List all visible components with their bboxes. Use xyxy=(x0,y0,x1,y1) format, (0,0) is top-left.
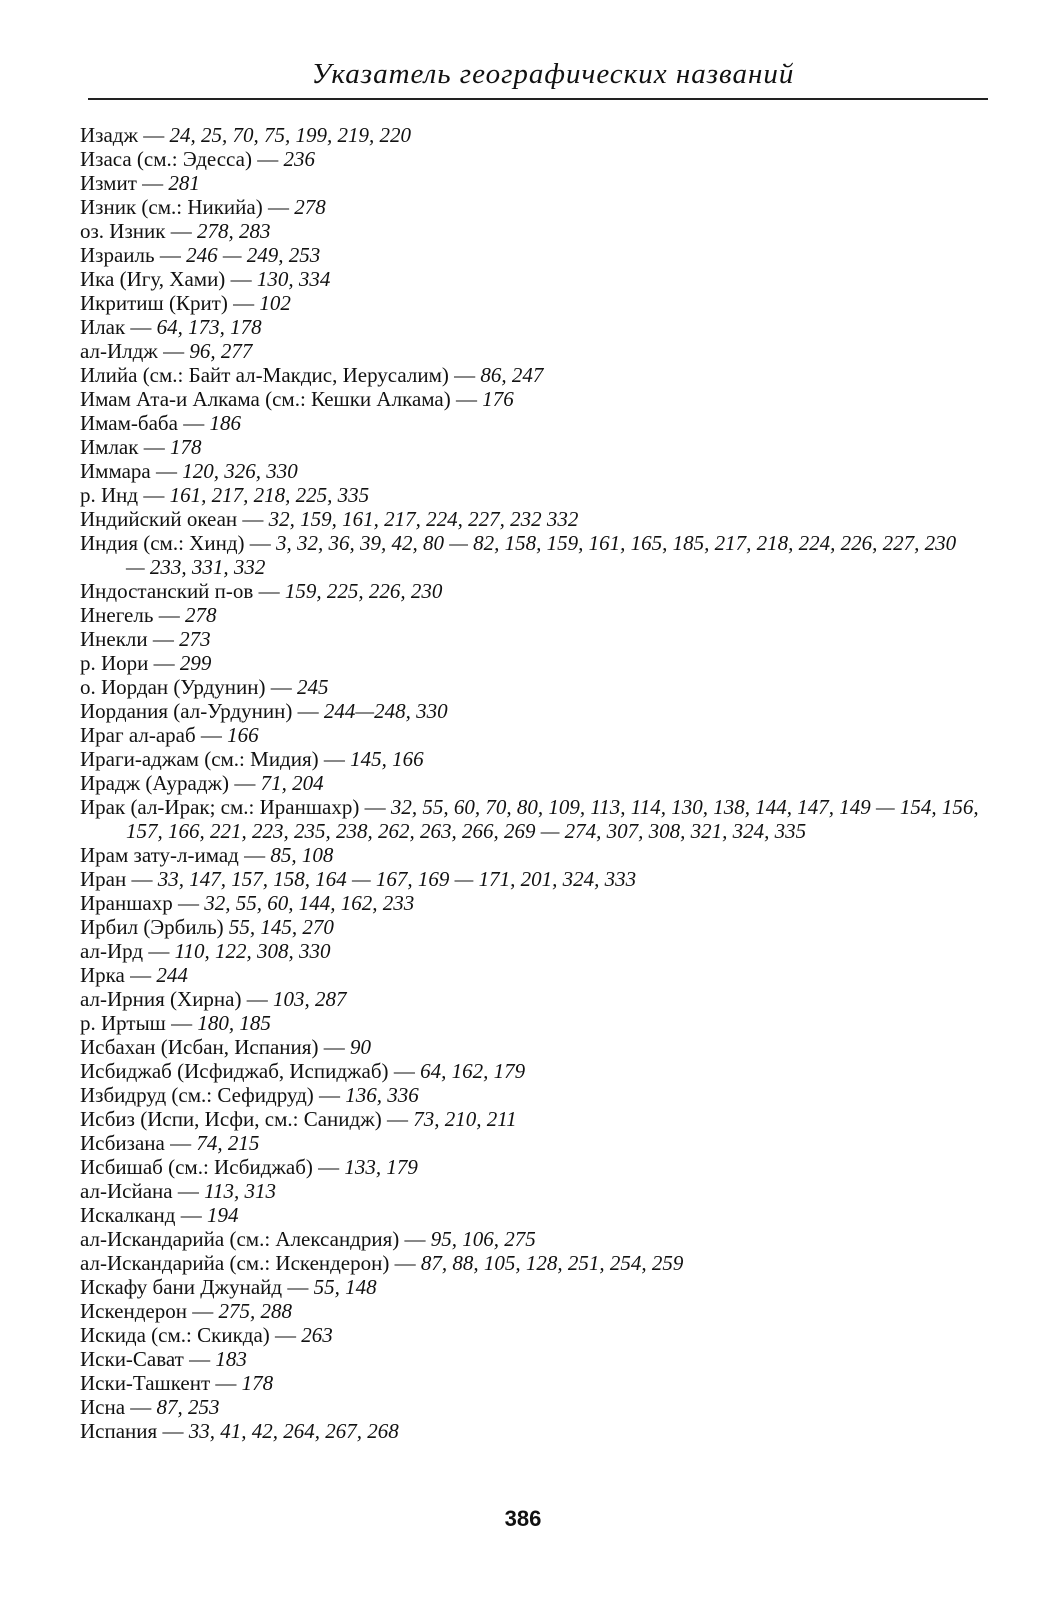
index-entry xyxy=(80,1299,980,1323)
entry-page-refs: 178 xyxy=(169,435,202,459)
entry-separator: — xyxy=(195,723,228,747)
entry-place-name: Ирбил (Эрбиль) xyxy=(80,915,224,939)
entry-page-refs: 186 xyxy=(209,411,241,435)
entry-page-refs: 244—248, 330 xyxy=(323,699,448,723)
index-entry xyxy=(80,1131,980,1155)
entry-page-refs: 180, 185 xyxy=(197,1011,271,1035)
index-entry xyxy=(80,1347,980,1371)
entry-separator: — xyxy=(136,171,169,195)
index-entry xyxy=(80,1035,980,1059)
entry-place-name: Ираги-аджам (см.: Мидия) xyxy=(80,747,319,771)
entry-place-name: Искалканд xyxy=(80,1203,176,1227)
entry-place-name: ал-Илдж xyxy=(80,339,158,363)
entry-page-refs: 166 xyxy=(227,723,259,747)
index-entry xyxy=(80,939,980,963)
entry-place-name: Испания xyxy=(80,1419,158,1443)
index-entry xyxy=(80,507,980,531)
entry-place-name: Ирак (ал-Ирак; см.: Ираншахр) xyxy=(80,795,360,819)
entry-separator: — xyxy=(186,1299,219,1323)
entry-separator: — xyxy=(229,771,261,795)
entry-separator: — xyxy=(313,1083,346,1107)
entry-separator: — xyxy=(126,867,158,891)
entry-place-name: ал-Ирния (Хирна) xyxy=(80,987,242,1011)
entry-place-name: Илак xyxy=(80,315,126,339)
entry-place-name: Икритиш (Крит) xyxy=(80,291,228,315)
entry-place-name: Иски-Ташкент xyxy=(80,1371,211,1395)
entry-place-name: Имам Ата-и Алкама (см.: Кешки Алкама) xyxy=(80,387,451,411)
entry-separator: — xyxy=(227,291,260,315)
entry-page-refs: 87, 88, 105, 128, 251, 254, 259 xyxy=(420,1251,684,1275)
index-entry xyxy=(80,963,980,987)
entry-separator: — xyxy=(225,267,257,291)
index-entry xyxy=(80,219,980,243)
entry-page-refs: 55, 145, 270 xyxy=(228,915,334,939)
entry-separator: — xyxy=(165,219,197,243)
index-entry xyxy=(80,699,980,723)
entry-place-name: Изаса (см.: Эдесса) xyxy=(80,147,252,171)
entry-page-refs: 33, 41, 42, 264, 267, 268 xyxy=(188,1419,399,1443)
entry-page-refs: 102 xyxy=(259,291,291,315)
index-entry xyxy=(80,1419,980,1443)
index-entry xyxy=(80,1107,980,1131)
index-entry xyxy=(80,627,980,651)
entry-separator: — xyxy=(153,603,185,627)
entry-separator: — xyxy=(448,363,481,387)
index-entry xyxy=(80,315,980,339)
entry-place-name: р. Иори xyxy=(80,651,149,675)
entry-place-name: Иммара xyxy=(80,459,151,483)
entry-separator: — xyxy=(138,483,170,507)
entry-separator: — xyxy=(124,963,157,987)
entry-place-name: Ирка xyxy=(80,963,125,987)
entry-page-refs: 64, 162, 179 xyxy=(420,1059,526,1083)
index-entry xyxy=(80,1323,980,1347)
entry-separator: — xyxy=(253,579,285,603)
entry-page-refs: 33, 147, 157, 158, 164 — 167, 169 — 171, 201, 324, 333 xyxy=(157,867,637,891)
index-entry xyxy=(80,1395,980,1419)
entry-page-refs: 246 — 249, 253 xyxy=(186,243,321,267)
index-entry xyxy=(80,1227,980,1251)
entry-page-refs: 244 xyxy=(156,963,188,987)
entry-place-name: Исбизана xyxy=(80,1131,165,1155)
entry-separator: — xyxy=(292,699,324,723)
entry-place-name: Искендерон xyxy=(80,1299,187,1323)
index-entry xyxy=(80,1275,980,1299)
entry-place-name: Инегель xyxy=(80,603,154,627)
entry-separator: — xyxy=(262,195,295,219)
header-rule xyxy=(88,98,988,100)
entry-separator: — xyxy=(269,1323,302,1347)
entry-page-refs: 194 xyxy=(206,1203,239,1227)
entry-separator: — xyxy=(450,387,483,411)
index-entry xyxy=(80,1155,980,1179)
index-entry xyxy=(80,1083,980,1107)
entry-place-name: Индостанский п-ов xyxy=(80,579,254,603)
entry-separator: — xyxy=(312,1155,345,1179)
entry-place-name: Ика (Игу, Хами) xyxy=(80,267,226,291)
entry-separator: — xyxy=(172,1179,205,1203)
entry-place-name: Избидруд (см.: Сефидруд) xyxy=(80,1083,314,1107)
entry-page-refs: 110, 122, 308, 330 xyxy=(174,939,331,963)
index-entry xyxy=(80,843,980,867)
entry-separator: — xyxy=(172,891,205,915)
entry-page-refs: 73, 210, 211 xyxy=(413,1107,517,1131)
entry-place-name: Имам-баба xyxy=(80,411,178,435)
index-entry xyxy=(80,1251,980,1275)
index-entry xyxy=(80,1059,980,1083)
entry-page-refs: 24, 25, 70, 75, 199, 219, 220 xyxy=(169,123,411,147)
entry-separator: — xyxy=(137,123,170,147)
entry-page-refs: 74, 215 xyxy=(196,1131,260,1155)
entry-separator: — xyxy=(143,939,175,963)
entry-page-refs: 87, 253 xyxy=(156,1395,220,1419)
entry-separator: — xyxy=(388,1059,421,1083)
entry-separator: — xyxy=(238,843,271,867)
entry-page-refs: 133, 179 xyxy=(344,1155,418,1179)
entry-page-refs: 145, 166 xyxy=(350,747,424,771)
entry-separator: — xyxy=(183,1347,216,1371)
index-entry xyxy=(80,795,980,843)
entry-separator: — xyxy=(282,1275,314,1299)
entry-place-name: Ираг ал-араб xyxy=(80,723,196,747)
index-entries-list xyxy=(80,123,980,1443)
entry-place-name: Измит xyxy=(80,171,137,195)
index-entry xyxy=(80,1371,980,1395)
entry-page-refs: 183 xyxy=(215,1347,247,1371)
entry-place-name: Индийский океан xyxy=(80,507,238,531)
index-entry xyxy=(80,363,980,387)
entry-separator: — xyxy=(381,1107,414,1131)
entry-place-name: Иски-Сават xyxy=(80,1347,184,1371)
entry-page-refs: 32, 159, 161, 217, 224, 227, 232 332 xyxy=(268,507,579,531)
entry-separator: — xyxy=(359,795,391,819)
entry-place-name: оз. Изник xyxy=(80,219,166,243)
entry-separator: — xyxy=(399,1227,431,1251)
entry-separator: — xyxy=(150,459,183,483)
entry-page-refs: 95, 106, 275 xyxy=(430,1227,536,1251)
entry-page-refs: 278 xyxy=(184,603,217,627)
entry-page-refs: 278, 283 xyxy=(196,219,271,243)
entry-separator: — xyxy=(251,147,284,171)
index-entry xyxy=(80,987,980,1011)
entry-separator: — xyxy=(210,1371,242,1395)
entry-separator: — xyxy=(318,747,351,771)
entry-place-name: Исбишаб (см.: Исбиджаб) xyxy=(80,1155,313,1179)
entry-page-refs: 86, 247 xyxy=(480,363,544,387)
entry-page-refs: 136, 336 xyxy=(345,1083,419,1107)
entry-page-refs: 281 xyxy=(168,171,200,195)
entry-separator: — xyxy=(244,531,276,555)
index-entry xyxy=(80,771,980,795)
index-entry xyxy=(80,723,980,747)
entry-place-name: Искафу бани Джунайд xyxy=(80,1275,283,1299)
index-entry xyxy=(80,747,980,771)
entry-page-refs: 178 xyxy=(241,1371,274,1395)
entry-page-refs: 176 xyxy=(482,387,514,411)
entry-page-refs: 64, 173, 178 xyxy=(156,315,262,339)
index-entry xyxy=(80,867,980,891)
entry-page-refs: 273 xyxy=(179,627,211,651)
entry-place-name: Исбиджаб (Исфиджаб, Испиджаб) xyxy=(80,1059,389,1083)
entry-page-refs: 32, 55, 60, 144, 162, 233 xyxy=(204,891,415,915)
entry-place-name: Ирадж (Аурадж) xyxy=(80,771,230,795)
index-entry xyxy=(80,891,980,915)
entry-place-name: ал-Ирд xyxy=(80,939,144,963)
entry-place-name: Ираншахр xyxy=(80,891,173,915)
index-entry xyxy=(80,243,980,267)
entry-page-refs: 159, 225, 226, 230 xyxy=(284,579,443,603)
index-entry xyxy=(80,291,980,315)
entry-separator: — xyxy=(389,1251,421,1275)
entry-separator: — xyxy=(241,987,273,1011)
entry-separator: — xyxy=(265,675,298,699)
index-entry xyxy=(80,171,980,195)
entry-separator: — xyxy=(177,411,210,435)
entry-place-name: ал-Исйана xyxy=(80,1179,173,1203)
entry-separator: — xyxy=(154,243,187,267)
index-entry xyxy=(80,435,980,459)
page-number: 386 xyxy=(504,1506,542,1531)
index-entry xyxy=(80,123,980,147)
index-entry xyxy=(80,675,980,699)
entry-page-refs: 113, 313 xyxy=(204,1179,277,1203)
entry-page-refs: 96, 277 xyxy=(189,339,253,363)
index-entry xyxy=(80,915,980,939)
entry-separator: — xyxy=(125,1395,157,1419)
index-entry xyxy=(80,531,980,579)
index-entry xyxy=(80,339,980,363)
entry-place-name: Изадж xyxy=(80,123,138,147)
index-entry xyxy=(80,195,980,219)
entry-place-name: Индия (см.: Хинд) xyxy=(80,531,245,555)
entry-page-refs: 85, 108 xyxy=(270,843,334,867)
entry-page-refs: 103, 287 xyxy=(272,987,347,1011)
entry-place-name: Исбиз (Испи, Исфи, см.: Санидж) xyxy=(80,1107,382,1131)
entry-place-name: Израиль xyxy=(80,243,155,267)
entry-separator: — xyxy=(147,627,180,651)
index-entry xyxy=(80,459,980,483)
index-entry xyxy=(80,579,980,603)
entry-page-refs: 71, 204 xyxy=(260,771,324,795)
entry-page-refs: 278 xyxy=(294,195,326,219)
entry-place-name: Имлак xyxy=(80,435,139,459)
entry-place-name: р. Иртыш xyxy=(80,1011,166,1035)
entry-place-name: о. Иордан (Урдунин) xyxy=(80,675,266,699)
entry-place-name: Ирам зату-л-имад xyxy=(80,843,239,867)
entry-page-refs: 236 xyxy=(283,147,315,171)
entry-place-name: Искида (см.: Скикда) xyxy=(80,1323,270,1347)
index-entry xyxy=(80,267,980,291)
index-entry xyxy=(80,411,980,435)
entry-page-refs: 55, 148 xyxy=(313,1275,377,1299)
entry-page-refs: 120, 326, 330 xyxy=(182,459,298,483)
entry-place-name: Изник (см.: Никийа) xyxy=(80,195,263,219)
entry-place-name: Исбахан (Исбан, Испания) xyxy=(80,1035,319,1059)
index-entry xyxy=(80,1203,980,1227)
index-entry xyxy=(80,1179,980,1203)
entry-page-refs: 130, 334 xyxy=(256,267,331,291)
index-entry xyxy=(80,483,980,507)
entry-place-name: Иордания (ал-Урдунин) xyxy=(80,699,293,723)
entry-separator: — xyxy=(175,1203,207,1227)
entry-separator: — xyxy=(125,315,157,339)
entry-place-name: Исна xyxy=(80,1395,126,1419)
entry-page-refs: 3, 32, 36, 39, 42, 80 — 82, 158, 159, 161, 165, 185, 217, 218, 224, 226, 227, 230 — 233, 331, 332 xyxy=(126,531,957,579)
entry-place-name: Инекли xyxy=(80,627,148,651)
entry-separator: — xyxy=(148,651,180,675)
entry-page-refs: 299 xyxy=(179,651,212,675)
entry-place-name: ал-Искандарийа (см.: Искендерон) xyxy=(80,1251,390,1275)
entry-separator: — xyxy=(237,507,269,531)
entry-separator: — xyxy=(165,1011,198,1035)
entry-page-refs: 32, 55, 60, 70, 80, 109, 113, 114, 130, 138, 144, 147, 149 — 154, 156, 157, 166, 221, 223, 235, 238, 262, 263, 266, 269 — 274, 307, 308, 321, 324, 335 xyxy=(126,795,979,843)
index-entry xyxy=(80,387,980,411)
index-entry xyxy=(80,651,980,675)
entry-page-refs: 245 xyxy=(297,675,329,699)
entry-page-refs: 90 xyxy=(349,1035,371,1059)
running-head-title: Указатель географических названий xyxy=(311,58,795,90)
entry-page-refs: 263 xyxy=(301,1323,333,1347)
entry-place-name: ал-Искандарийа (см.: Александрия) xyxy=(80,1227,400,1251)
entry-place-name: р. Инд xyxy=(80,483,139,507)
entry-separator: — xyxy=(157,339,190,363)
entry-separator: — xyxy=(157,1419,189,1443)
entry-place-name: Илийа (см.: Байт ал-Макдис, Иерусалим) xyxy=(80,363,449,387)
index-entry xyxy=(80,603,980,627)
entry-page-refs: 161, 217, 218, 225, 335 xyxy=(169,483,370,507)
entry-separator: — xyxy=(138,435,170,459)
entry-separator: — xyxy=(318,1035,350,1059)
index-entry xyxy=(80,147,980,171)
entry-separator: — xyxy=(164,1131,197,1155)
index-entry xyxy=(80,1011,980,1035)
entry-page-refs: 275, 288 xyxy=(218,1299,292,1323)
entry-place-name: Иран xyxy=(80,867,127,891)
